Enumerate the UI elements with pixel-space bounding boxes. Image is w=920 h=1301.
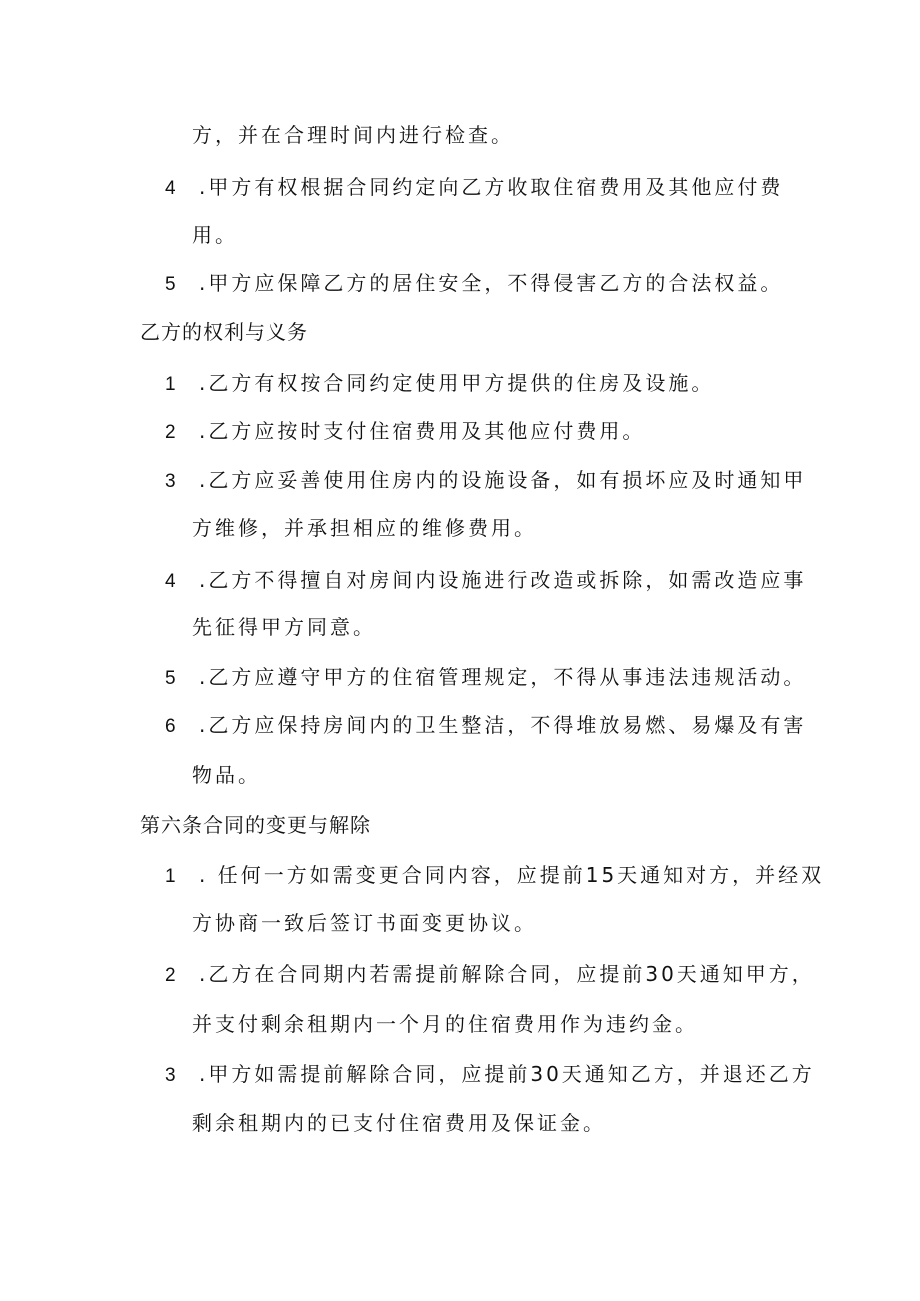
party-a-item-4 [165,174,783,202]
party-a-item-3-continuation: 方，并在合理时间内进行检查。 [192,123,514,147]
article-6-item-3 [165,1061,815,1089]
item-text: .乙方有权按合同约定使用甲方提供的住房及设施。 [199,371,715,395]
item-number: 4 [165,178,176,199]
item-number: 2 [165,965,176,986]
article-6-item-1-continuation: 方协商一致后签订书面变更协议。 [192,911,537,935]
item-number: 4 [165,571,176,592]
item-text: .乙方在合同期内若需提前解除合同，应提前30天通知甲方， [199,962,815,986]
item-number: 5 [165,274,176,295]
item-text: .乙方不得擅自对房间内设施进行改造或拆除，如需改造应事 [199,568,807,592]
party-a-item-4-continuation: 用。 [192,223,238,247]
item-text: .甲方如需提前解除合同，应提前30天通知乙方，并退还乙方 [199,1062,815,1086]
item-number: 1 [165,374,176,395]
article-6-heading: 第六条合同的变更与解除 [140,813,371,837]
article-6-item-3-continuation: 剩余租期内的已支付住宿费用及保证金。 [192,1111,606,1135]
party-b-item-3-continuation: 方维修，并承担相应的维修费用。 [192,516,537,540]
party-b-heading: 乙方的权利与义务 [140,320,308,344]
item-text: .甲方有权根据合同约定向乙方收取住宿费用及其他应付费 [199,175,784,199]
party-b-item-6-continuation: 物品。 [192,763,261,787]
party-b-item-4 [165,567,806,595]
item-number: 2 [165,422,176,443]
party-b-item-6 [165,712,806,740]
item-number: 5 [165,668,176,689]
party-b-item-5 [165,664,806,692]
article-6-item-1 [165,862,824,890]
item-text: .乙方应保持房间内的卫生整洁，不得堆放易燃、易爆及有害 [199,713,807,737]
article-6-item-2-continuation: 并支付剩余租期内一个月的住宿费用作为违约金。 [192,1012,698,1036]
item-text: .乙方应妥善使用住房内的设施设备，如有损坏应及时通知甲 [199,468,807,492]
item-number: 3 [165,471,176,492]
item-number: 1 [165,866,176,887]
article-6-item-2 [165,961,815,989]
party-b-item-2 [165,418,645,446]
item-text: .乙方应按时支付住宿费用及其他应付费用。 [199,419,646,443]
item-number: 3 [165,1065,176,1086]
party-b-item-3 [165,467,806,495]
item-text: .乙方应遵守甲方的住宿管理规定，不得从事违法违规活动。 [199,665,807,689]
party-b-item-4-continuation: 先征得甲方同意。 [192,615,376,639]
item-text: .甲方应保障乙方的居住安全，不得侵害乙方的合法权益。 [199,271,784,295]
party-a-item-5 [165,270,783,298]
party-b-item-1 [165,370,714,398]
item-text: . 任何一方如需变更合同内容，应提前15天通知对方，并经双 [199,863,825,887]
item-number: 6 [165,716,176,737]
